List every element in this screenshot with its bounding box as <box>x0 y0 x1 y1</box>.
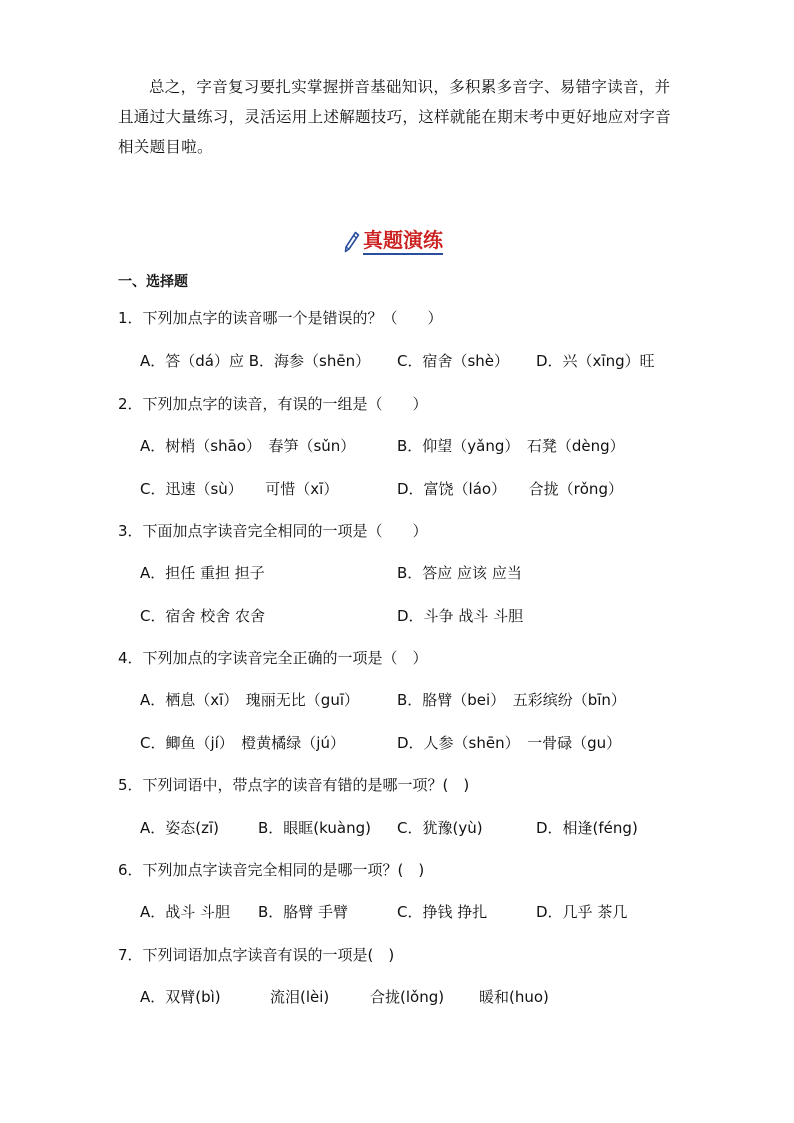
q7-option-b: 流泪(lèi) <box>270 988 330 1006</box>
q4-option-d: D．人参（shēn） 一骨碌（gu） <box>397 734 622 752</box>
q6-option-d: D．几乎 茶几 <box>536 903 628 921</box>
q1-option-ab: A．答（dá）应 B．海参（shēn） <box>140 352 371 370</box>
q4-option-a: A．栖息（xī） 瑰丽无比（guī） <box>140 691 360 709</box>
q2-option-d: D．富饶（láo） 合拢（rǒng） <box>397 480 623 498</box>
pencil-icon <box>343 230 361 254</box>
q1-option-c: C．宿舍（shè） <box>397 352 510 370</box>
q5-option-d: D．相逢(féng) <box>536 819 638 837</box>
q2-option-c: C．迅速（sù） 可惜（xī） <box>140 480 339 498</box>
q6-option-c: C．挣钱 挣扎 <box>397 903 488 921</box>
question-3: 3．下面加点字读音完全相同的一项是（ ） <box>118 522 428 540</box>
q7-option-c: 合拢(lǒng) <box>370 988 445 1006</box>
q6-option-b: B．胳臂 手臂 <box>258 903 349 921</box>
q7-option-a: A．双臂(bì) <box>140 988 221 1006</box>
summary-line: 且通过大量练习，灵活运用上述解题技巧，这样就能在期末考中更好地应对字音 <box>118 108 672 126</box>
question-1: 1．下列加点字的读音哪一个是错误的？（ ） <box>118 309 443 327</box>
summary-line: 总之，字音复习要扎实掌握拼音基础知识，多积累多音字、易错字读音，并 <box>149 78 671 96</box>
q7-option-d: 暖和(huo) <box>479 988 549 1006</box>
summary-paragraph <box>118 72 684 162</box>
heading-title: 真题演练 <box>363 228 443 255</box>
summary-line: 相关题目啦。 <box>118 138 213 156</box>
q1-option-d: D．兴（xīng）旺 <box>536 352 655 370</box>
question-5: 5．下列词语中，带点字的读音有错的是哪一项？( ) <box>118 776 470 794</box>
q2-option-a: A．树梢（shāo） 春笋（sǔn） <box>140 437 356 455</box>
question-6: 6．下列加点字读音完全相同的是哪一项？( ) <box>118 861 425 879</box>
q3-option-a: A．担任 重担 担子 <box>140 564 265 582</box>
q5-option-a: A．姿态(zī) <box>140 819 220 837</box>
q3-option-c: C．宿舍 校舍 农舍 <box>140 607 266 625</box>
q4-option-b: B．胳臂（bei） 五彩缤纷（bīn） <box>397 691 626 709</box>
q4-option-c: C．鲫鱼（jí） 橙黄橘绿（jú） <box>140 734 345 752</box>
section-title: 一、选择题 <box>118 274 188 290</box>
question-7: 7．下列词语加点字读音有误的一项是( ) <box>118 946 395 964</box>
q3-option-d: D．斗争 战斗 斗胆 <box>397 607 524 625</box>
q2-option-b: B．仰望（yǎng） 石凳（dèng） <box>397 437 625 455</box>
q5-option-b: B．眼眶(kuàng) <box>258 819 371 837</box>
question-2: 2．下列加点字的读音，有误的一组是（ ） <box>118 395 428 413</box>
question-4: 4．下列加点的字读音完全正确的一项是（ ） <box>118 649 428 667</box>
practice-heading <box>343 228 443 255</box>
q5-option-c: C．犹豫(yù) <box>397 819 483 837</box>
q3-option-b: B．答应 应该 应当 <box>397 564 522 582</box>
q6-option-a: A．战斗 斗胆 <box>140 903 231 921</box>
